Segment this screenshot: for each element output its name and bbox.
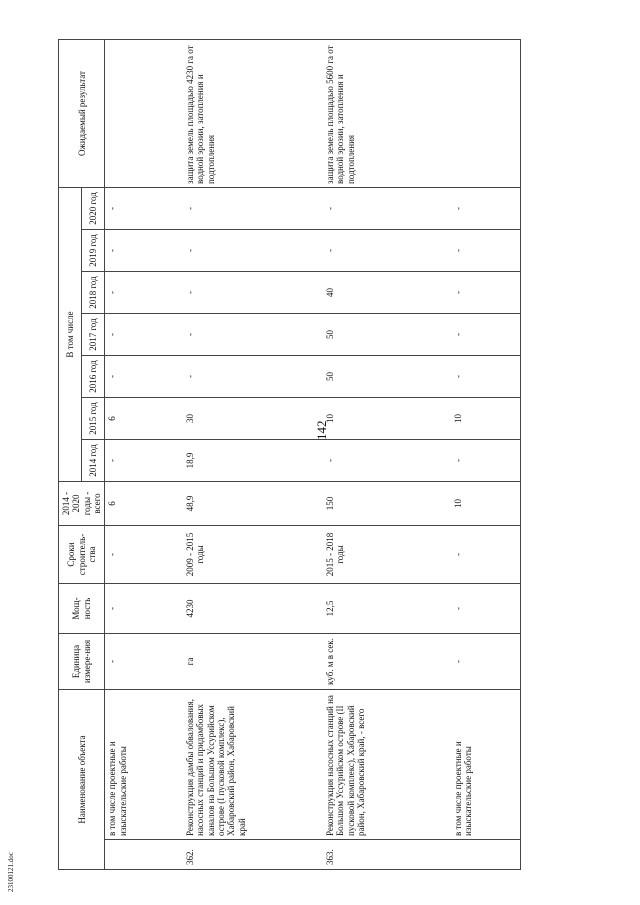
investment-table [58,39,521,870]
row-year-value: - [451,314,521,356]
row-terms: 2015 - 2018 годы [323,526,451,584]
table-row [323,39,451,869]
row-year-value: 50 [323,356,451,398]
row-year-value: 10 [451,398,521,440]
row-unit: куб. м в сек. [323,634,451,690]
header-year: 2019 год [82,230,105,272]
row-result: защита земель площадью 5600 га от водной эрозии, затопления и подтопления [323,39,451,187]
row-total: 6 [105,482,183,526]
row-year-value: - [183,314,323,356]
header-capacity: Мощ-ность [59,584,105,634]
table-row [105,39,183,869]
header-year: 2020 год [82,187,105,229]
row-year-value: - [183,356,323,398]
header-total: 2014 - 2020 годы - всего [59,482,105,526]
row-number: 363. [323,840,451,870]
row-year-value: 50 [323,314,451,356]
row-year-value: - [451,272,521,314]
row-capacity: 12,5 [323,584,451,634]
row-capacity: 4230 [183,584,323,634]
row-year-value: 6 [105,398,183,440]
header-terms: Сроки строитель-ства [59,526,105,584]
header-name: Наименование объекта [59,690,105,870]
row-capacity: - [105,584,183,634]
row-year-value: 18,9 [183,440,323,482]
row-name: Реконструкция дамбы обвалования, насосных станций и придамбовых каналов на Большом Уссурийском острове (I пусковой комплекс), Хабаровский район, Хабаровский край [183,690,323,840]
row-year-value: 10 [323,398,451,440]
row-year-value: - [451,356,521,398]
row-year-value: 30 [183,398,323,440]
row-result [105,39,183,187]
row-name: в том числе проектные и изыскательские работы [451,690,521,840]
row-number [451,840,521,870]
row-year-value: - [105,356,183,398]
footer-filename: 23100121.doc [7,852,15,892]
header-incl: В том числе [59,187,82,481]
table-row [451,39,521,869]
header-year: 2014 год [82,440,105,482]
row-year-value: 40 [323,272,451,314]
row-name: Реконструкция насосных станций на Большом Уссурийском острове (II пусковой комплекс), Хабаровский район, Хабаровский край, - всего [323,690,451,840]
row-total: 10 [451,482,521,526]
row-total: 150 [323,482,451,526]
header-year: 2015 год [82,398,105,440]
row-name: в том числе проектные и изыскательские работы [105,690,183,840]
table-row [183,39,323,869]
row-number [105,840,183,870]
row-result: защита земель площадью 4230 га от водной эрозии, затопления и подтопления [183,39,323,187]
row-year-value: - [105,187,183,229]
row-unit: - [105,634,183,690]
row-terms: - [105,526,183,584]
row-year-value: - [105,272,183,314]
row-capacity: - [451,584,521,634]
row-year-value: - [105,230,183,272]
row-year-value: - [451,187,521,229]
row-year-value: - [451,230,521,272]
header-year: 2017 год [82,314,105,356]
header-year: 2018 год [82,272,105,314]
row-year-value: - [183,187,323,229]
page-number: 142 [314,420,329,440]
row-year-value: - [183,272,323,314]
table-sheet [58,40,598,870]
header-year: 2016 год [82,356,105,398]
row-year-value: - [183,230,323,272]
row-year-value: - [451,440,521,482]
row-unit: га [183,634,323,690]
row-terms: - [451,526,521,584]
row-year-value: - [323,230,451,272]
header-unit: Единица измере-ния [59,634,105,690]
row-terms: 2009 - 2015 годы [183,526,323,584]
row-number: 362. [183,840,323,870]
row-year-value: - [105,314,183,356]
row-unit: - [451,634,521,690]
row-total: 48,9 [183,482,323,526]
header-result: Ожидаемый результат [59,39,105,187]
row-year-value: - [323,187,451,229]
row-year-value: - [323,440,451,482]
row-year-value: - [105,440,183,482]
row-result [451,39,521,187]
